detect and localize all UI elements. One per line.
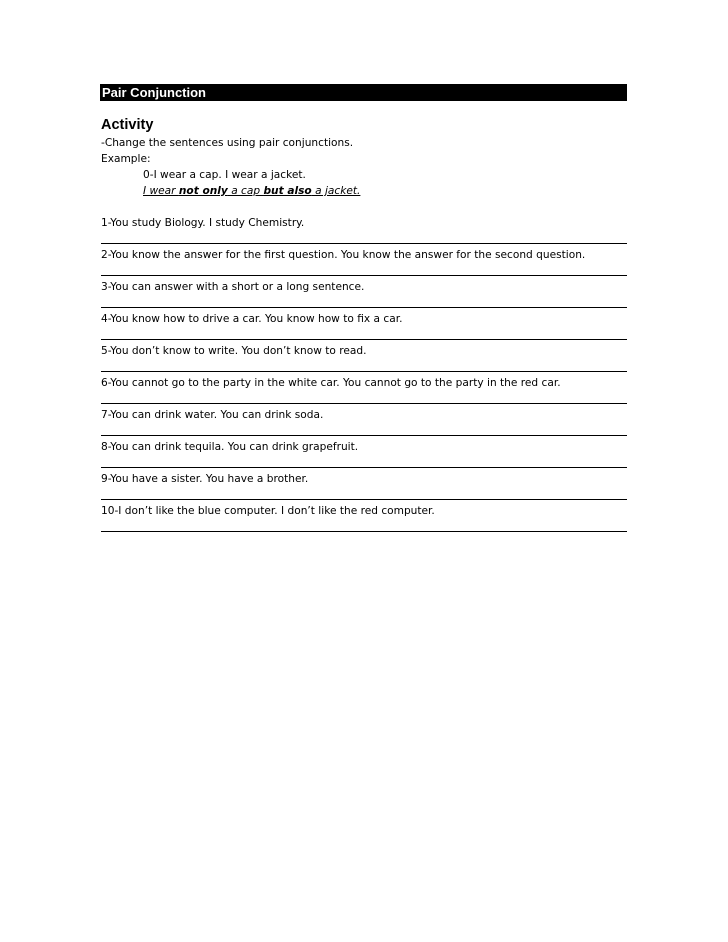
question-3: 3-You can answer with a short or a long sentence. (101, 281, 365, 293)
question-6: 6-You cannot go to the party in the white car. You cannot go to the party in the red car. (101, 377, 561, 389)
example-label: Example: (101, 153, 151, 165)
page-title: Pair Conjunction (100, 84, 627, 101)
question-10: 10-I don’t like the blue computer. I don’t like the red computer. (101, 505, 435, 517)
answer-line-9[interactable] (101, 487, 626, 503)
instruction-text: -Change the sentences using pair conjunctions. (101, 137, 354, 149)
question-1: 1-You study Biology. I study Chemistry. (101, 217, 305, 229)
answer-line-7[interactable] (101, 423, 626, 439)
example-answer-part: a jacket. (311, 185, 361, 197)
question-9: 9-You have a sister. You have a brother. (101, 473, 309, 485)
answer-line-10[interactable] (101, 519, 626, 535)
activity-heading: Activity (101, 117, 154, 133)
example-answer-text (143, 185, 360, 197)
answer-line-1[interactable] (101, 231, 626, 247)
worksheet-content (101, 116, 626, 535)
answer-line-4[interactable] (101, 327, 626, 343)
question-8: 8-You can drink tequila. You can drink grapefruit. (101, 441, 359, 453)
example-answer-conjunction-2: but also (263, 185, 312, 197)
question-4: 4-You know how to drive a car. You know how to fix a car. (101, 313, 403, 325)
spacer (101, 199, 626, 215)
answer-line-5[interactable] (101, 359, 626, 375)
question-5: 5-You don’t know to write. You don’t know to read. (101, 345, 367, 357)
example-answer-part: a cap (227, 185, 264, 197)
question-2: 2-You know the answer for the first question. You know the answer for the second question. (101, 249, 586, 261)
example-answer-conjunction-1: not only (178, 185, 228, 197)
question-7: 7-You can drink water. You can drink soda. (101, 409, 324, 421)
answer-line-6[interactable] (101, 391, 626, 407)
answer-line-2[interactable] (101, 263, 626, 279)
example-answer-part: I wear (143, 185, 179, 197)
answer-line-8[interactable] (101, 455, 626, 471)
example-answer (101, 183, 626, 199)
answer-line-3[interactable] (101, 295, 626, 311)
example-sentence: 0-I wear a cap. I wear a jacket. (143, 169, 306, 181)
